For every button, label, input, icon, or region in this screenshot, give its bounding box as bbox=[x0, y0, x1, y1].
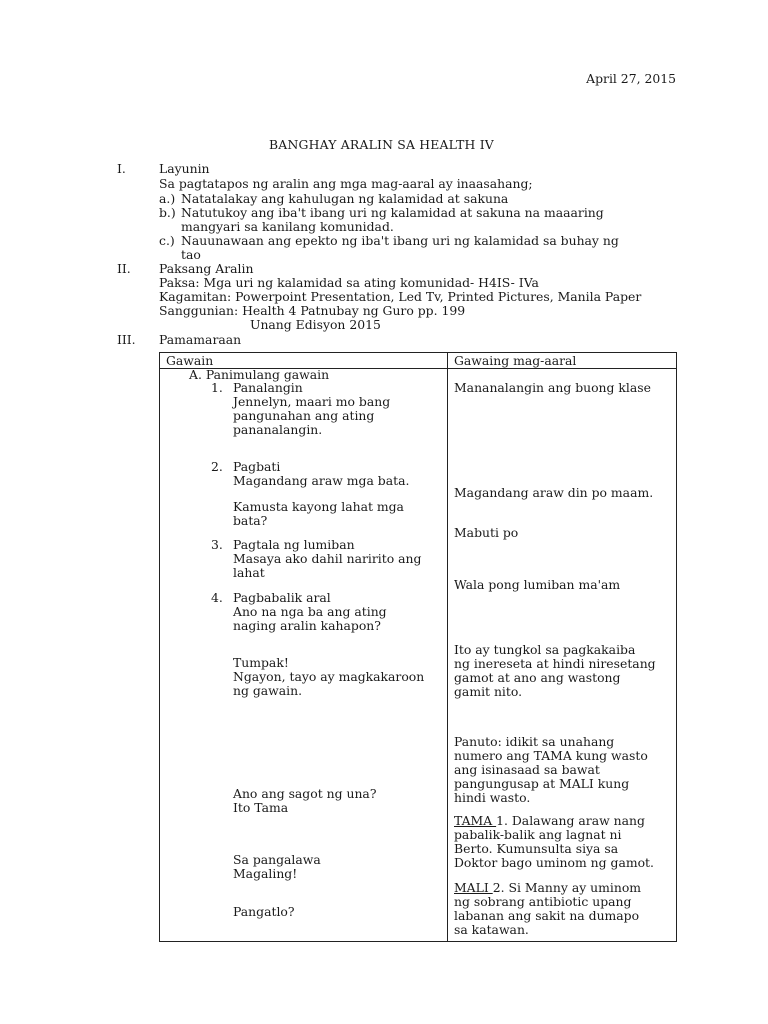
panalangin-text-1: Jennelyn, maari mo bang bbox=[233, 394, 391, 409]
tama-statement-line-1 bbox=[454, 814, 645, 827]
mali-label: MALI bbox=[454, 880, 493, 895]
tumpak-text-1: Tumpak! bbox=[233, 655, 289, 670]
pangatlo-text: Pangatlo? bbox=[233, 904, 295, 919]
tama-text-4: Doktor bago uminom ng gamot. bbox=[454, 855, 654, 870]
mali-text-2: ng sobrang antibiotic upang bbox=[454, 894, 632, 909]
balik-aral-text-1: Ano na nga ba ang ating bbox=[233, 604, 387, 619]
panalangin-text-3: pananalangin. bbox=[233, 422, 323, 437]
response-balik-aral-1: Ito ay tungkol sa pagkakaiba bbox=[454, 642, 636, 657]
objective-marker-b: b.) bbox=[159, 205, 176, 220]
pagbati-text: Magandang araw mga bata. bbox=[233, 473, 410, 488]
header-gawain: Gawain bbox=[166, 353, 214, 368]
kamusta-text-1: Kamusta kayong lahat mga bbox=[233, 499, 404, 514]
panuto-text-2: numero ang TAMA kung wasto bbox=[454, 748, 648, 763]
objective-c-line-2: tao bbox=[181, 247, 201, 262]
layunin-heading: Layunin bbox=[159, 161, 210, 176]
balik-aral-label: Pagbabalik aral bbox=[233, 590, 331, 605]
tama-text-3: Berto. Kumunsulta siya sa bbox=[454, 841, 619, 856]
section-numeral-ii: II. bbox=[117, 261, 131, 276]
header-gawaing-mag-aaral: Gawaing mag-aaral bbox=[454, 353, 577, 368]
mali-text-3: labanan ang sakit na dumapo bbox=[454, 908, 640, 923]
mali-text-4: sa katawan. bbox=[454, 922, 529, 937]
sanggunian-line: Sanggunian: Health 4 Patnubay ng Guro pp. 199 bbox=[159, 303, 466, 318]
item-number-4: 4. bbox=[211, 590, 223, 605]
section-a-label: A. Panimulang gawain bbox=[189, 367, 330, 382]
lesson-procedure-table bbox=[159, 352, 677, 942]
pamamaraan-heading: Pamamaraan bbox=[159, 332, 242, 347]
document-date: April 27, 2015 bbox=[586, 71, 676, 86]
item-number-1: 1. bbox=[211, 380, 223, 395]
balik-aral-text-2: naging aralin kahapon? bbox=[233, 618, 381, 633]
paksang-aralin-heading: Paksang Aralin bbox=[159, 261, 254, 276]
pagtala-text-2: lahat bbox=[233, 565, 265, 580]
panuto-text-4: pangungusap at MALI kung bbox=[454, 776, 630, 791]
edisyon-line: Unang Edisyon 2015 bbox=[250, 317, 381, 332]
kamusta-text-2: bata? bbox=[233, 513, 268, 528]
mali-statement-line-1 bbox=[454, 881, 641, 894]
pagtala-text-1: Masaya ako dahil naririto ang bbox=[233, 551, 422, 566]
paksa-line: Paksa: Mga uri ng kalamidad sa ating komunidad- H4IS- IVa bbox=[159, 275, 539, 290]
response-balik-aral-2: ng inereseta at hindi niresetang bbox=[454, 656, 656, 671]
objective-marker-a: a.) bbox=[159, 191, 176, 206]
tama-label: TAMA bbox=[454, 813, 497, 828]
ano-sagot-text-2: Ito Tama bbox=[233, 800, 289, 815]
objective-a-line-1: Natatalakay ang kahulugan ng kalamidad at sakuna bbox=[181, 191, 509, 206]
section-numeral-i: I. bbox=[117, 161, 126, 176]
item-number-2: 2. bbox=[211, 459, 223, 474]
response-panalangin: Mananalangin ang buong klase bbox=[454, 380, 651, 395]
pagbati-label: Pagbati bbox=[233, 459, 281, 474]
panuto-text-3: ang isinasaad sa bawat bbox=[454, 762, 600, 777]
response-kamusta: Mabuti po bbox=[454, 525, 519, 540]
response-pagbati: Magandang araw din po maam. bbox=[454, 485, 654, 500]
section-numeral-iii: III. bbox=[117, 332, 136, 347]
pangalawa-text-2: Magaling! bbox=[233, 866, 298, 881]
panalangin-text-2: pangunahan ang ating bbox=[233, 408, 375, 423]
tumpak-text-3: ng gawain. bbox=[233, 683, 303, 698]
objective-b-line-1: Natutukoy ang iba't ibang uri ng kalamidad at sakuna na maaaring bbox=[181, 205, 604, 220]
response-lumiban: Wala pong lumiban ma'am bbox=[454, 577, 621, 592]
tumpak-text-2: Ngayon, tayo ay magkakaroon bbox=[233, 669, 425, 684]
table-column-divider bbox=[447, 353, 448, 941]
panalangin-label: Panalangin bbox=[233, 380, 303, 395]
kagamitan-line: Kagamitan: Powerpoint Presentation, Led Tv, Printed Pictures, Manila Paper bbox=[159, 289, 642, 304]
document-title: BANGHAY ARALIN SA HEALTH IV bbox=[269, 137, 494, 152]
item-number-3: 3. bbox=[211, 537, 223, 552]
objective-c-line-1: Nauunawaan ang epekto ng iba't ibang uri ng kalamidad sa buhay ng bbox=[181, 233, 619, 248]
pangalawa-text-1: Sa pangalawa bbox=[233, 852, 321, 867]
panuto-text-5: hindi wasto. bbox=[454, 790, 531, 805]
response-balik-aral-3: gamot at ano ang wastong bbox=[454, 670, 621, 685]
objective-b-line-2: mangyari sa kanilang komunidad. bbox=[181, 219, 394, 234]
response-balik-aral-4: gamit nito. bbox=[454, 684, 523, 699]
pagtala-label: Pagtala ng lumiban bbox=[233, 537, 355, 552]
objective-marker-c: c.) bbox=[159, 233, 175, 248]
tama-text-1: 1. Dalawang araw nang bbox=[496, 813, 645, 828]
mali-text-1: 2. Si Manny ay uminom bbox=[492, 880, 642, 895]
layunin-intro: Sa pagtatapos ng aralin ang mga mag-aaral ay inaasahang; bbox=[159, 176, 533, 191]
tama-text-2: pabalik-balik ang lagnat ni bbox=[454, 827, 622, 842]
panuto-text-1: Panuto: idikit sa unahang bbox=[454, 734, 615, 749]
ano-sagot-text-1: Ano ang sagot ng una? bbox=[233, 786, 377, 801]
